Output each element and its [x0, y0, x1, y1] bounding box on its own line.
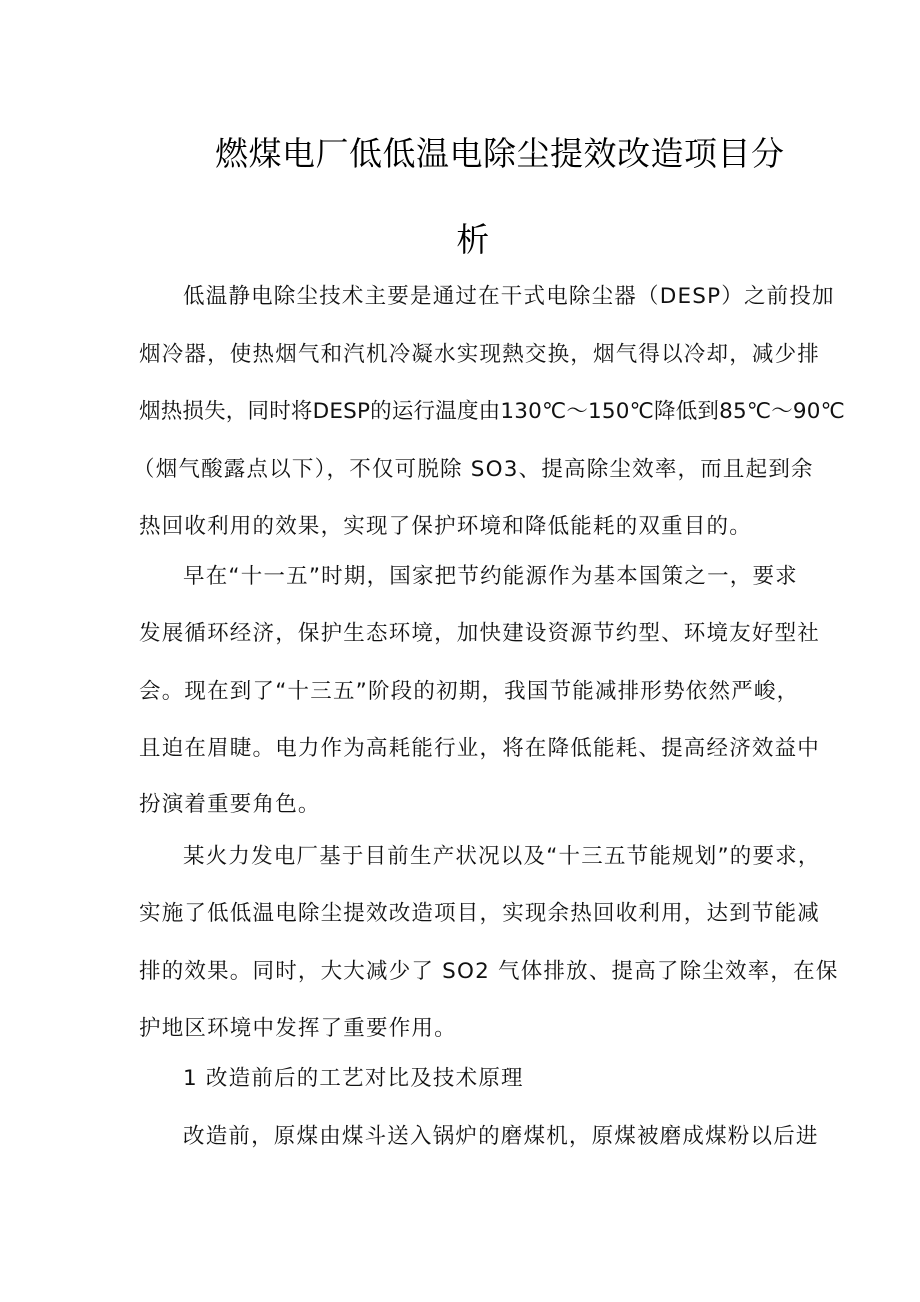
paragraph-line: 实施了低低温电除尘提效改造项目，实现余热回收利用，达到节能减	[139, 901, 821, 926]
paragraph-line: 发展循环经济，保护生态环境，加快建设资源节约型、环境友好型社	[139, 621, 821, 646]
paragraph-line: 烟冷器，使热烟气和汽机冷凝水实现熱交换，烟气得以冷却，减少排	[139, 342, 821, 367]
paragraph-line: 烟热损失，同时将DESP的运行温度由130℃～150℃降低到85℃～90℃	[139, 399, 846, 424]
paragraph-line: 低温静电除尘技术主要是通过在干式电除尘器（DESP）之前投加	[183, 284, 835, 309]
paragraph-line: （烟气酸露点以下），不仅可脱除 SO3、提高除尘效率，而且起到余	[133, 457, 814, 482]
paragraph-line: 护地区环境中发挥了重要作用。	[139, 1016, 457, 1041]
paragraph-line: 某火力发电厂基于目前生产状况以及“十三五节能规划”的要求，	[183, 844, 821, 869]
paragraph-line: 改造前，原煤由煤斗送入锅炉的磨煤机，原煤被磨成煤粉以后进	[183, 1124, 819, 1149]
document-title-line-2-text: 析	[456, 220, 490, 260]
paragraph-line: 会。现在到了“十三五”阶段的初期，我国节能减排形势依然严峻，	[139, 679, 800, 704]
section-heading: 1 改造前后的工艺对比及技术原理	[183, 1066, 524, 1091]
document-title-line-2	[139, 220, 783, 260]
paragraph-line: 热回收利用的效果，实现了保护环境和降低能耗的双重目的。	[139, 514, 752, 539]
paragraph-line: 且迫在眉睫。电力作为高耗能行业，将在降低能耗、提高经济效益中	[139, 736, 821, 761]
paragraph-line: 排的效果。同时，大大减少了 SO2 气体排放、提高了除尘效率，在保	[139, 959, 839, 984]
paragraph-line: 扮演着重要角色。	[139, 792, 321, 817]
paragraph-line: 早在“十一五”时期，国家把节约能源作为基本国策之一，要求	[183, 564, 798, 589]
document-title-line-1: 燃煤电厂低低温电除尘提效改造项目分	[215, 134, 785, 174]
